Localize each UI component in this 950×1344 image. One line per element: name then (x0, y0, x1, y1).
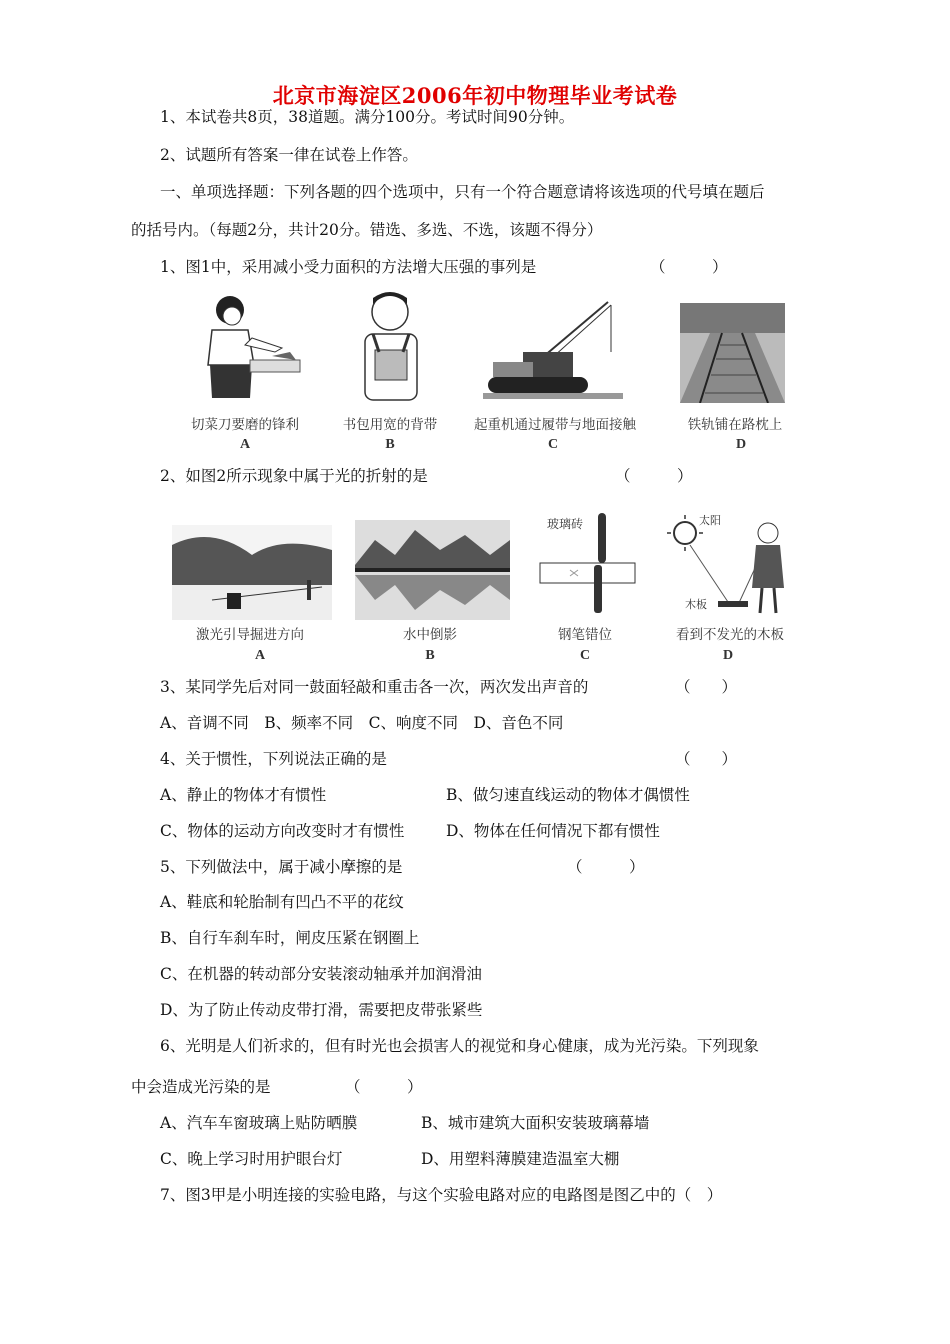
q6-stem-line-1: 6、光明是人们祈求的，但有时光也会损害人的视觉和身心健康，成为光污染。下列现象 (160, 1037, 759, 1055)
q4-option-c: C、物体的运动方向改变时才有惯性 (160, 822, 405, 840)
q1-figure-c-caption: 起重机通过履带与地面接触 (474, 417, 636, 433)
q2-figure-b-caption: 水中倒影 (403, 627, 457, 643)
q3-answer-paren[interactable]: （ ） (675, 678, 738, 696)
q2-figure-a-laser (172, 525, 332, 620)
q6-stem-line-2: 中会造成光污染的是 (131, 1078, 271, 1096)
q1-figure-b-backpack (345, 290, 445, 405)
q1-stem: 1、图1中，采用减小受力面积的方法增大压强的事列是 (160, 258, 537, 276)
q2-figure-b-label: B (425, 648, 435, 663)
q2-figure-a-caption: 激光引导掘进方向 (196, 627, 304, 643)
q5-stem: 5、下列做法中，属于减小摩擦的是 (160, 858, 403, 876)
q2-answer-paren[interactable]: （ ） (615, 467, 693, 485)
q1-figure-c-crane (483, 297, 623, 402)
q2-figure-a-label: A (254, 648, 266, 663)
q1-figure-a-knife (190, 290, 305, 405)
q7-stem: 7、图3甲是小明连接的实验电路，与这个实验电路对应的电路图是图乙中的（ ） (160, 1186, 723, 1204)
q1-figure-a-label: A (239, 437, 251, 452)
intro-line-2: 2、试题所有答案一律在试卷上作答。 (160, 146, 418, 164)
q2-figure-c-glass-label: 玻璃砖 (546, 517, 583, 531)
q1-figure-c-label: C (547, 437, 559, 452)
page-title: 北京市海淀区2006年初中物理毕业考试卷 (272, 83, 678, 108)
q1-figure-d-railway (680, 303, 785, 403)
q5-answer-paren[interactable]: （ ） (567, 858, 645, 876)
q2-figure-b-reflection (355, 520, 510, 620)
q2-figure-d-caption: 看到不发光的木板 (676, 627, 784, 643)
q2-figure-d-label: D (722, 648, 734, 663)
q1-figure-a-caption: 切菜刀要磨的锋利 (191, 417, 299, 433)
section-heading-line-2: 的括号内。（每题2分，共计20分。错选、多选、不选，该题不得分） (131, 221, 603, 239)
q3-options: A、音调不同 B、频率不同 C、响度不同 D、音色不同 (160, 714, 564, 732)
q1-answer-paren[interactable]: （ ） (650, 258, 728, 276)
q6-option-d: D、用塑料薄膜建造温室大棚 (421, 1150, 620, 1168)
q6-option-b: B、城市建筑大面积安装玻璃幕墙 (421, 1114, 650, 1132)
q5-option-b: B、自行车刹车时，闸皮压紧在钢圈上 (160, 929, 420, 947)
q6-option-a: A、汽车车窗玻璃上贴防晒膜 (160, 1114, 358, 1132)
q2-figure-c-caption: 钢笔错位 (558, 627, 612, 643)
q5-option-a: A、鞋底和轮胎制有凹凸不平的花纹 (160, 893, 404, 911)
q2-figure-d-board-label: 木板 (685, 598, 707, 611)
q1-figure-b-caption: 书包用宽的背带 (342, 417, 438, 433)
intro-line-1: 1、本试卷共8页，38道题。满分100分。考试时间90分钟。 (160, 108, 575, 126)
q1-figure-d-caption: 铁轨铺在路枕上 (687, 417, 783, 433)
q4-option-d: D、物体在任何情况下都有惯性 (446, 822, 660, 840)
q2-figure-d-sun-label: 太阳 (699, 514, 721, 527)
q4-option-a: A、静止的物体才有惯性 (160, 786, 327, 804)
q4-answer-paren[interactable]: （ ） (675, 750, 738, 768)
q6-option-c: C、晚上学习时用护眼台灯 (160, 1150, 343, 1168)
q4-option-b: B、做匀速直线运动的物体才偶惯性 (446, 786, 690, 804)
q4-stem: 4、关于惯性，下列说法正确的是 (160, 750, 387, 768)
q2-stem: 2、如图2所示现象中属于光的折射的是 (160, 467, 428, 485)
q1-figure-b-label: B (385, 437, 395, 452)
q1-figure-d-label: D (735, 437, 747, 452)
section-heading-line-1: 一、单项选择题：下列各题的四个选项中，只有一个符合题意请将该选项的代号填在题后 (160, 183, 765, 201)
q2-figure-c-label: C (579, 648, 591, 663)
q6-answer-paren[interactable]: （ ） (345, 1078, 423, 1096)
q5-option-c: C、在机器的转动部分安装滚动轴承并加润滑油 (160, 965, 482, 983)
q5-option-d: D、为了防止传动皮带打滑，需要把皮带张紧些 (160, 1001, 483, 1019)
q3-stem: 3、某同学先后对同一鼓面轻敲和重击各一次，两次发出声音的 (160, 678, 589, 696)
